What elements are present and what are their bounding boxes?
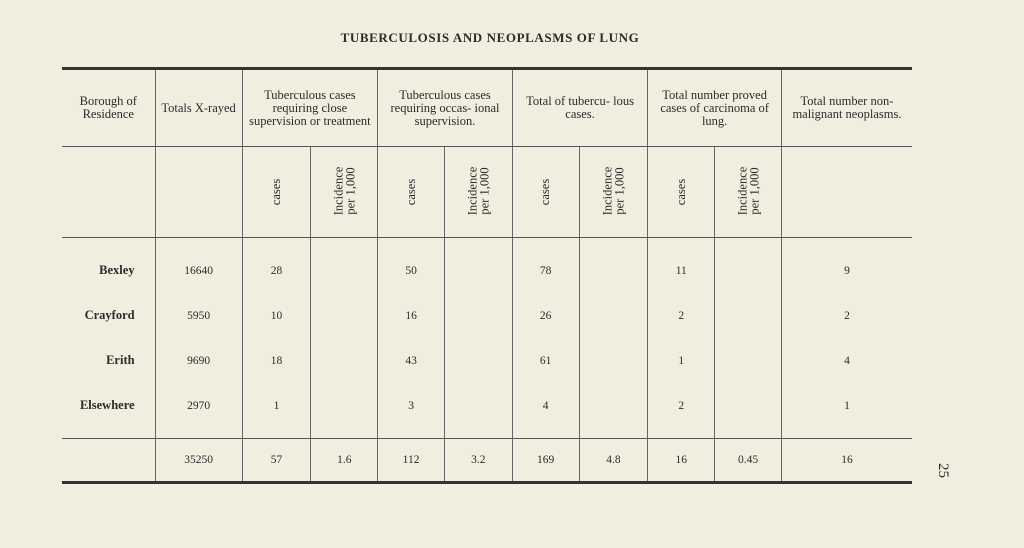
close-cases: 18 <box>242 338 311 383</box>
total-occasional-incidence: 3.2 <box>444 439 512 483</box>
table-title: TUBERCULOSIS AND NEOPLASMS OF LUNG <box>340 30 640 45</box>
spacer-row <box>62 238 912 249</box>
total-xrayed: 35250 <box>155 439 242 483</box>
non-malignant: 4 <box>781 338 912 383</box>
total-carcinoma-cases: 16 <box>648 439 715 483</box>
total-non-malignant: 16 <box>781 439 912 483</box>
carcinoma-cases: 2 <box>648 293 715 338</box>
occasional-cases: 3 <box>378 383 445 428</box>
occasional-incidence <box>444 248 512 293</box>
carcinoma-incidence <box>715 248 782 293</box>
subheader-row <box>62 147 912 238</box>
header-non-malignant: Total number non-malignant neoplasms. <box>781 69 912 147</box>
borough-name: Elsewhere <box>79 398 135 412</box>
borough-name: Bexley <box>99 263 135 277</box>
occasional-cases: 43 <box>378 338 445 383</box>
total-close-cases: 57 <box>242 439 311 483</box>
subheader-cases: cases <box>512 147 579 238</box>
tb-cases: 26 <box>512 293 579 338</box>
tb-incidence <box>579 338 648 383</box>
total-tb-cases: 169 <box>512 439 579 483</box>
total-carcinoma-incidence: 0.45 <box>715 439 782 483</box>
table-row <box>62 248 912 293</box>
close-incidence <box>311 248 378 293</box>
spacer-row <box>62 428 912 439</box>
close-cases: 28 <box>242 248 311 293</box>
total-row <box>62 439 912 483</box>
tb-incidence <box>579 383 648 428</box>
tb-incidence <box>579 248 648 293</box>
subheader-empty <box>62 147 155 238</box>
header-borough: Borough of Residence <box>62 69 155 147</box>
close-incidence <box>311 338 378 383</box>
tb-cases: 61 <box>512 338 579 383</box>
subheader-cases: cases <box>242 147 311 238</box>
header-occasional-supervision: Tuberculous cases requiring occas- ional supervision. <box>378 69 513 147</box>
carcinoma-cases: 1 <box>648 338 715 383</box>
carcinoma-incidence <box>715 338 782 383</box>
carcinoma-cases: 11 <box>648 248 715 293</box>
carcinoma-incidence <box>715 293 782 338</box>
total-close-incidence: 1.6 <box>311 439 378 483</box>
close-incidence <box>311 293 378 338</box>
subheader-incidence: Incidence per 1,000 <box>444 147 512 238</box>
totals-xrayed: 5950 <box>155 293 242 338</box>
totals-xrayed: 2970 <box>155 383 242 428</box>
occasional-cases: 16 <box>378 293 445 338</box>
total-label <box>62 439 155 483</box>
tb-incidence <box>579 293 648 338</box>
borough-name: Crayford <box>84 308 135 322</box>
tb-cases: 4 <box>512 383 579 428</box>
tb-neoplasm-table <box>62 67 912 484</box>
subheader-empty <box>781 147 912 238</box>
table-row <box>62 338 912 383</box>
occasional-incidence <box>444 338 512 383</box>
tb-cases: 78 <box>512 248 579 293</box>
close-incidence <box>311 383 378 428</box>
total-tb-incidence: 4.8 <box>579 439 648 483</box>
occasional-incidence <box>444 293 512 338</box>
occasional-incidence <box>444 383 512 428</box>
page-number: 25 <box>935 463 951 478</box>
subheader-incidence: Incidence per 1,000 <box>715 147 782 238</box>
totals-xrayed: 9690 <box>155 338 242 383</box>
non-malignant: 1 <box>781 383 912 428</box>
subheader-incidence: Incidence per 1,000 <box>311 147 378 238</box>
carcinoma-incidence <box>715 383 782 428</box>
borough-name: Erith <box>106 353 135 367</box>
occasional-cases: 50 <box>378 248 445 293</box>
header-total-tuberculous: Total of tubercu- lous cases. <box>512 69 648 147</box>
subheader-cases: cases <box>378 147 445 238</box>
header-carcinoma: Total number proved cases of carcinoma of lung. <box>648 69 782 147</box>
subheader-empty <box>155 147 242 238</box>
total-occasional-cases: 112 <box>378 439 445 483</box>
close-cases: 1 <box>242 383 311 428</box>
close-cases: 10 <box>242 293 311 338</box>
header-totals: Totals X-rayed <box>155 69 242 147</box>
totals-xrayed: 16640 <box>155 248 242 293</box>
header-row <box>62 69 912 147</box>
non-malignant: 9 <box>781 248 912 293</box>
table-row <box>62 293 912 338</box>
subheader-incidence: Incidence per 1,000 <box>579 147 648 238</box>
carcinoma-cases: 2 <box>648 383 715 428</box>
subheader-cases: cases <box>648 147 715 238</box>
table-row <box>62 383 912 428</box>
header-close-supervision: Tuberculous cases requiring close supervision or treatment <box>242 69 378 147</box>
non-malignant: 2 <box>781 293 912 338</box>
